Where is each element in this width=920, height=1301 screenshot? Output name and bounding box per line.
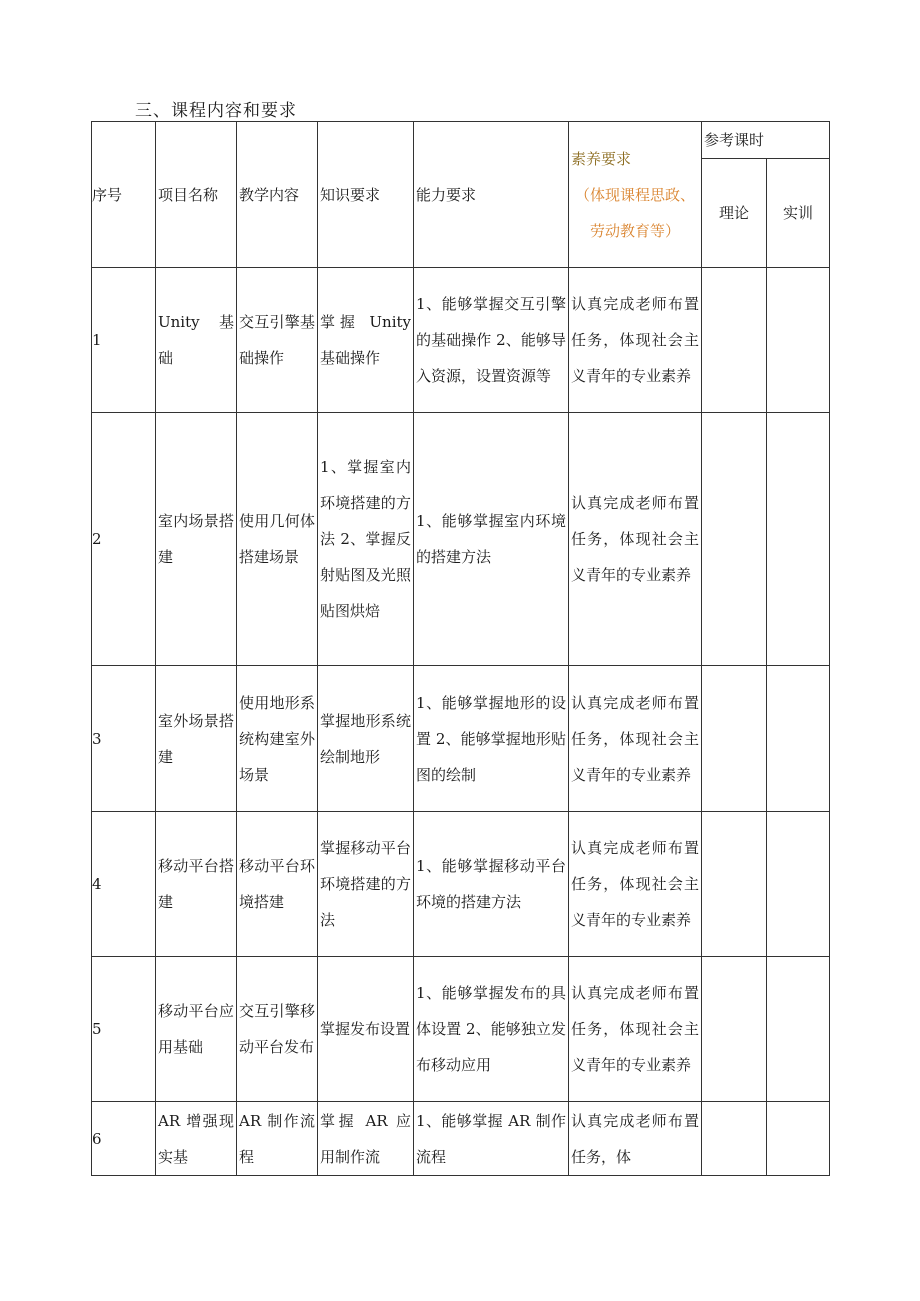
row-content: 使用几何体搭建场景 [237, 413, 318, 666]
row-theory [702, 1102, 767, 1176]
row-ability: 1、能够掌握地形的设置 2、能够掌握地形贴图的绘制 [414, 666, 569, 812]
header-teaching-content: 教学内容 [237, 122, 318, 268]
row-seq: 3 [92, 666, 156, 812]
header-knowledge: 知识要求 [318, 122, 414, 268]
row-name: 移动平台搭建 [156, 812, 237, 957]
row-knowledge: 掌握发布设置 [318, 957, 414, 1102]
row-ability: 1、能够掌握移动平台环境的搭建方法 [414, 812, 569, 957]
header-project-name: 项目名称 [156, 122, 237, 268]
row-ability: 1、能够掌握 AR 制作流程 [414, 1102, 569, 1176]
row-knowledge: 掌握 AR 应用制作流 [318, 1102, 414, 1176]
row-name: 移动平台应用基础 [156, 957, 237, 1102]
row-theory [702, 666, 767, 812]
row-quality: 认真完成老师布置任务，体现社会主义青年的专业素养 [569, 413, 702, 666]
row-theory [702, 413, 767, 666]
row-quality: 认真完成老师布置任务，体 [569, 1102, 702, 1176]
row-content: 交互引擎移动平台发布 [237, 957, 318, 1102]
table-row [92, 812, 830, 957]
row-quality: 认真完成老师布置任务，体现社会主义青年的专业素养 [569, 268, 702, 413]
row-theory [702, 957, 767, 1102]
header-ref-hours: 参考课时 [702, 122, 830, 159]
row-name: AR 增强现实基 [156, 1102, 237, 1176]
row-ability: 1、能够掌握交互引擎的基础操作 2、能够导入资源，设置资源等 [414, 268, 569, 413]
row-seq: 6 [92, 1102, 156, 1176]
row-knowledge: 掌握 Unity 基础操作 [318, 268, 414, 413]
row-practice [767, 666, 830, 812]
row-ability: 1、能够掌握发布的具体设置 2、能够独立发布移动应用 [414, 957, 569, 1102]
header-seq: 序号 [92, 122, 156, 268]
row-name: Unity 基础 [156, 268, 237, 413]
header-quality [569, 122, 702, 268]
table-row [92, 268, 830, 413]
row-ability: 1、能够掌握室内环境的搭建方法 [414, 413, 569, 666]
row-seq: 1 [92, 268, 156, 413]
header-theory: 理论 [702, 159, 767, 268]
row-theory [702, 268, 767, 413]
row-practice [767, 1102, 830, 1176]
row-seq: 4 [92, 812, 156, 957]
row-name: 室内场景搭建 [156, 413, 237, 666]
row-practice [767, 413, 830, 666]
row-practice [767, 812, 830, 957]
header-quality-label: 素养要求 [571, 149, 632, 168]
row-content: 交互引擎基础操作 [237, 268, 318, 413]
row-seq: 5 [92, 957, 156, 1102]
header-ability: 能力要求 [414, 122, 569, 268]
table-row [92, 1102, 830, 1176]
row-quality: 认真完成老师布置任务，体现社会主义青年的专业素养 [569, 666, 702, 812]
table-row [92, 957, 830, 1102]
row-knowledge: 1、掌握室内环境搭建的方法 2、掌握反射贴图及光照贴图烘焙 [318, 413, 414, 666]
row-content: 移动平台环境搭建 [237, 812, 318, 957]
row-quality: 认真完成老师布置任务，体现社会主义青年的专业素养 [569, 812, 702, 957]
row-seq: 2 [92, 413, 156, 666]
row-practice [767, 268, 830, 413]
row-practice [767, 957, 830, 1102]
table-row [92, 413, 830, 666]
row-knowledge: 掌握地形系统绘制地形 [318, 666, 414, 812]
section-title: 三、课程内容和要求 [135, 101, 297, 121]
row-quality: 认真完成老师布置任务，体现社会主义青年的专业素养 [569, 957, 702, 1102]
header-practice: 实训 [767, 159, 830, 268]
table-row [92, 666, 830, 812]
row-content: 使用地形系统构建室外场景 [237, 666, 318, 812]
header-quality-note: （体现课程思政、劳动教育等） [574, 185, 695, 240]
header-row [92, 122, 830, 159]
row-content: AR 制作流程 [237, 1102, 318, 1176]
row-name: 室外场景搭建 [156, 666, 237, 812]
row-theory [702, 812, 767, 957]
course-content-table [91, 121, 830, 1176]
row-knowledge: 掌握移动平台环境搭建的方法 [318, 812, 414, 957]
